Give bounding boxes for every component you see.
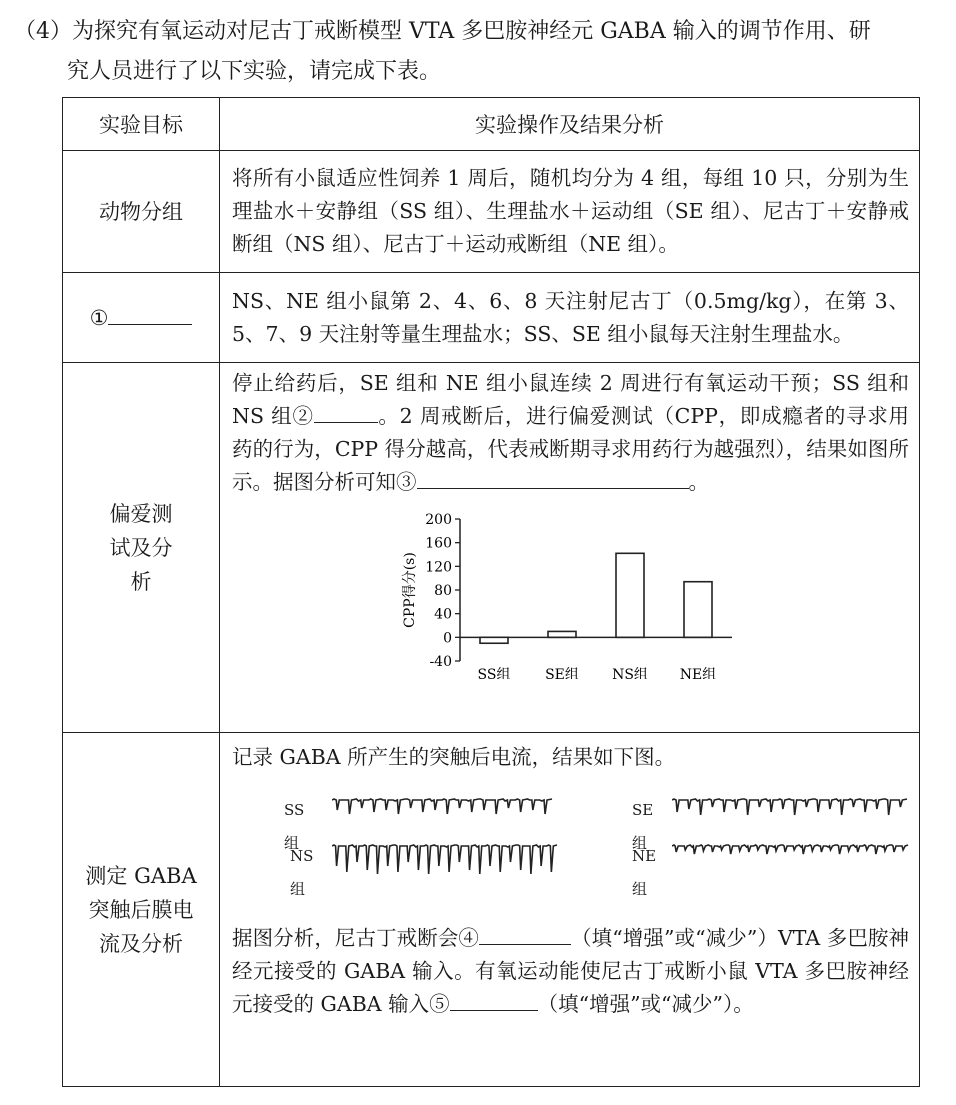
answer-mark-1: ① [89,305,109,330]
answer-blank-3[interactable] [417,468,689,489]
x-tick-label: SS组 [477,667,511,679]
trace-ne-wave [672,834,912,874]
sentence-end: 。 [688,470,709,494]
row-goal [63,733,220,1087]
row-goal: 动物分组 [63,151,220,273]
preference-text-a: 停止给药后，SE 组和 NE 组小鼠连续 2 周进行有氧运动干预；SS 组和 NS 组 [232,371,909,428]
y-tick-label: 200 [425,512,452,528]
y-tick-label: 40 [434,606,452,623]
intro-line-1: （4）为探究有氧运动对尼古丁戒断模型 VTA 多巴胺神经元 GABA 输入的调节作用、研 [14,19,871,44]
x-tick-label: SE组 [545,667,579,679]
trace-label-ns: NS组 [290,847,314,898]
preference-text-b: 。2 周戒断后，进行偏爱测试（CPP，即成瘾者的寻求用药的行为，CPP 得分越高，代表戒断期寻求用药行为越强烈），结果如图所示。据图分析可知 [232,404,910,494]
analysis-text-b: （填“增强”或“减少”）VTA 多巴胺神经元接受的 GABA 输入。有氧运动能使尼古丁戒断小鼠 VTA 多巴胺神经元接受的 GABA 输入 [232,926,909,1016]
answer-blank-4[interactable] [479,924,571,945]
analysis-text-a: 据图分析，尼古丁戒断会 [232,926,459,950]
y-tick-label: -40 [429,654,452,670]
bar [480,637,508,643]
answer-mark-4: ④ [458,926,479,950]
bar [616,553,644,637]
table-header-row [63,98,920,151]
answer-mark-2: ② [292,404,314,428]
y-tick-label: 0 [443,630,452,647]
trace-ss-wave [332,788,572,828]
analysis-text-c: （填“增强”或“减少”）。 [537,992,754,1016]
y-axis-label: CPP得分(s) [402,552,418,628]
cpp-chart-container [392,511,909,689]
bar [548,631,576,637]
row-goal [63,363,220,733]
current-traces [232,782,909,922]
current-intro: 记录 GABA 所产生的突触后电流，结果如下图。 [232,745,676,769]
answer-mark-3: ③ [396,470,417,494]
trace-se-wave [672,788,912,828]
header-goal: 实验目标 [63,98,220,151]
y-tick-label: 160 [425,535,452,552]
y-tick-label: 120 [425,559,452,576]
trace-ns-wave [332,834,572,878]
table-row [63,273,920,363]
table-row [63,151,920,273]
answer-blank-5[interactable] [450,990,538,1011]
row-text [220,363,920,733]
analysis-text [232,922,909,1021]
header-operation: 实验操作及结果分析 [220,98,920,151]
table-row [63,733,920,1087]
answer-mark-5: ⑤ [429,992,450,1016]
trace-label-ss: SS组 [284,801,305,852]
answer-blank-1[interactable] [108,304,192,325]
bar [684,582,712,638]
y-tick-label: 80 [434,583,452,599]
row-text [220,733,920,1087]
experiment-table [62,97,920,1087]
row-goal-blank [63,273,220,363]
table-row [63,363,920,733]
answer-blank-2[interactable] [314,402,378,423]
trace-label-se: SE组 [632,801,654,852]
x-tick-label: NS组 [612,667,648,679]
cpp-bar-chart [392,511,752,679]
row-text: NS、NE 组小鼠第 2、4、6、8 天注射尼古丁（0.5mg/kg），在第 3、5、7、9 天注射等量生理盐水；SS、SE 组小鼠每天注射生理盐水。 [220,273,920,363]
trace-label-ne: NE组 [632,847,657,898]
row-goal-text: 偏爱测试及分析 [109,501,173,594]
intro-line-2: 究人员进行了以下实验，请完成下表。 [67,59,442,84]
question-intro [14,12,944,92]
row-text: 将所有小鼠适应性饲养 1 周后，随机均分为 4 组，每组 10 只，分别为生理盐水＋安静组（SS 组）、生理盐水＋运动组（SE 组）、尼古丁＋安静戒断组（NS 组）、尼古丁＋运动戒断组（NE 组）。 [220,151,920,273]
row-goal-text: 测定 GABA 突触后膜电流及分析 [85,863,197,956]
x-tick-label: NE组 [679,667,717,679]
